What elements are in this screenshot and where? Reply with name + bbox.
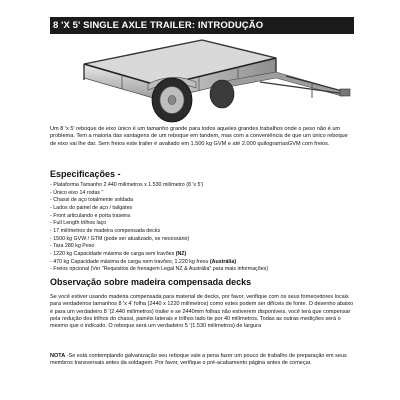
specs-heading: Especificações - <box>50 169 121 179</box>
spec-item: - Freios opcional (Ver "Requisitos de frenagem Legal NZ & Austrália" para mais informações) <box>50 266 269 273</box>
spec-item: - Front articulando e porta traseira <box>50 212 131 219</box>
deck-paragraph: Se você estiver usando madeira compensada para material de decks, por favor, verifique com os seus fornecedores locais para verdadeiros tamanhos 8 'x 4' folha (2440 x 1220 milímetros) como estes podem ser difíceis de fonte. O desenho abaixo é para um verdadeiro 8 '(2.440 milímetros) trailer e se 2440mm folhas não estiverem disponíveis, você terá que compensar pela redução dos trilhos do chassi, painéis laterais e trilhos lado tie por 40 milímetros. Todas as outras medições será o mesmo que o indicado. O reboque será um verdadeiro 5 '(1.530 milímetros) de largura <box>50 294 354 329</box>
intro-paragraph: Um 8 'x 5' reboque de eixo único é um tamanho grande para todos aqueles grandes trabalhos onde o peso não é um problema. Tem a maioria das vantagens de um reboque em tandem, mas com a conveniência de que um único reboque de eixo vai lhe dar. Sem freios este trailer é avaliado em 1.500 kg GVM e até 2.000 quilogramasGVM com freios. <box>50 126 348 147</box>
spec-item: - 470 kg Capacidade máxima de carga nem travões; 1.220 kg freou (Austrália) <box>50 258 237 265</box>
spec-item: - Único eixo 14 rodas " <box>50 189 104 196</box>
specs-list <box>50 182 355 274</box>
note-text: -Se está contemplando galvanização seu reboque vale a pena fazer um pouco de trabalho de preparação em seus membros transversais antes da soldagem. Por favor, verifique o pré-acabamento página antes de começar. <box>50 353 347 367</box>
note-paragraph <box>50 353 355 368</box>
spec-item: - Tara 280 kg Peso <box>50 243 95 250</box>
spec-item: - Plataforma Tamanho 2.440 milímetros x 1.530 milímetro (8 'x 5') <box>50 182 204 188</box>
spec-item: - 17 milímetros de madeira compensada decks <box>50 227 161 234</box>
spec-item: - 1500 kg GVW / GTM (pode ser atualizado, se necessário) <box>50 235 190 242</box>
spec-item: - Lados do painel de aço / tailgates <box>50 204 133 211</box>
note-label: NOTA <box>50 353 66 359</box>
page-title: 8 'X 5' SINGLE AXLE TRAILER: INTRODUÇÃO <box>50 17 354 34</box>
trailer-illustration <box>50 38 354 124</box>
spec-item: - Chassi de aço totalmente soldada <box>50 197 134 204</box>
deck-heading: Observação sobre madeira compensada decks <box>50 277 252 287</box>
spec-item: - 1220 kg Capacidade máxima de carga sem travões (NZ) <box>50 250 187 257</box>
spec-item: - Full Length trilhos laço <box>50 220 107 227</box>
